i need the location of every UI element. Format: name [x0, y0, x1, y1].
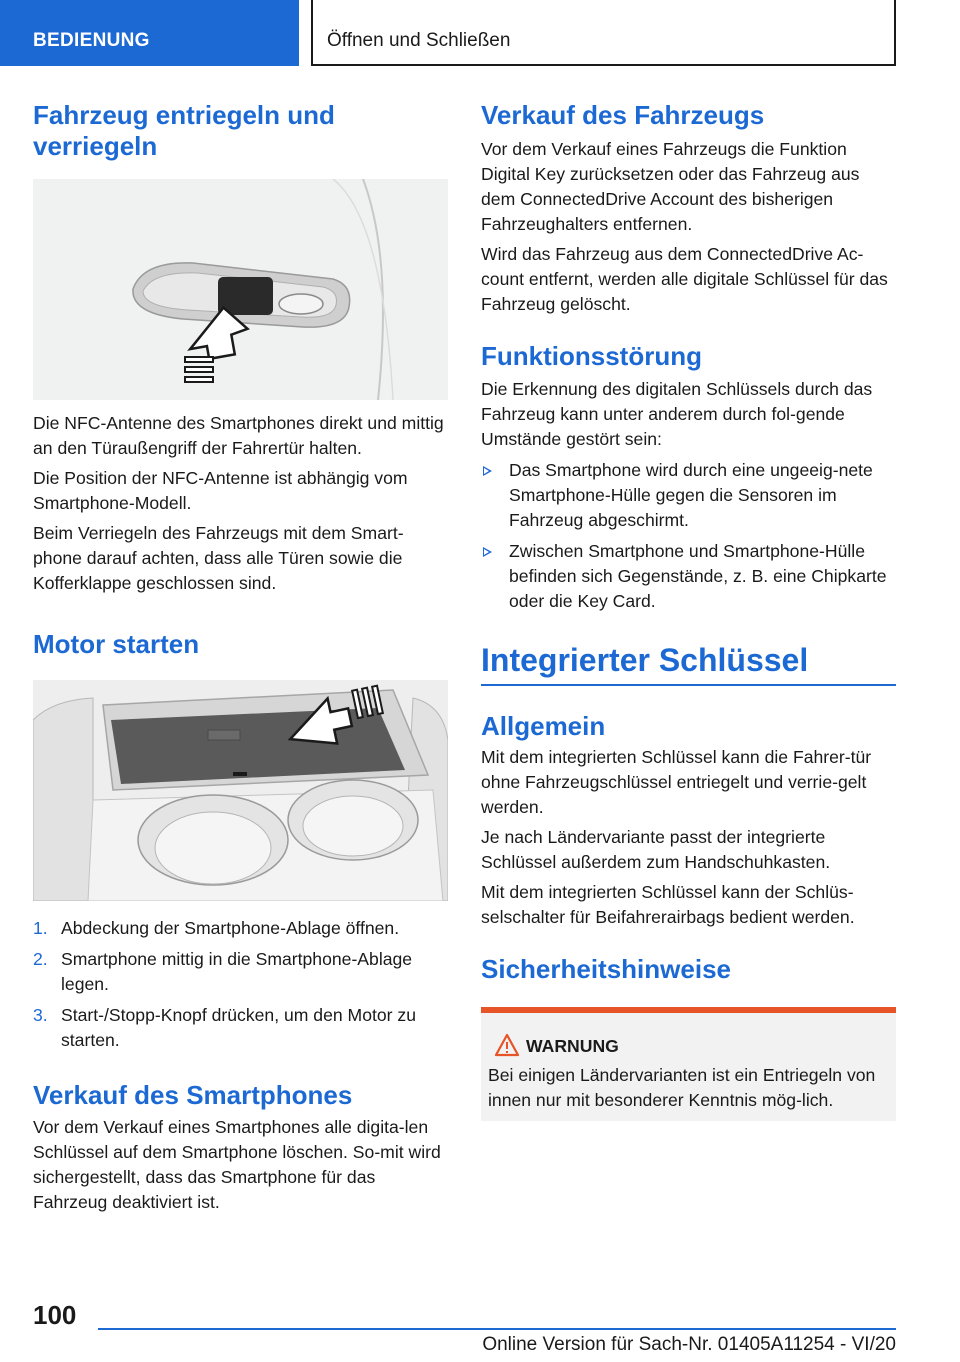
- paragraph-allgemein-2: Je nach Ländervariante passt der integrierte Schlüssel außerdem zum Handschuhkasten.: [481, 827, 831, 872]
- bullet-item: [481, 539, 896, 614]
- step-number: 1.: [33, 918, 48, 938]
- heading-motor-starten: Motor starten: [33, 629, 200, 659]
- warning-box: [481, 1007, 896, 1121]
- step-text: Smartphone mittig in die Smartphone-Ablage legen.: [61, 949, 413, 994]
- smartphone-tray-image: [33, 680, 448, 901]
- header-section-tab: [0, 0, 299, 66]
- right-column: [481, 100, 896, 1121]
- footer-version-text: Online Version für Sach-Nr. 01405A11254 - VI/20: [482, 1334, 896, 1355]
- door-handle-illustration: [33, 179, 448, 400]
- heading-allgemein: Allgemein: [481, 711, 606, 741]
- heading-entriegeln: Fahrzeug entriegeln und verriegeln: [33, 100, 335, 161]
- heading-verkauf-smartphone: Verkauf des Smartphones: [33, 1080, 353, 1110]
- left-column: [33, 100, 448, 1215]
- bullet-text: Zwischen Smartphone und Smartphone-Hülle befinden sich Gegenstände, z. B. eine Chipkarte oder die Key Card.: [509, 541, 887, 611]
- footer-rule: [98, 1328, 896, 1330]
- heading-verkauf-fahrzeug: Verkauf des Fahrzeugs: [481, 100, 765, 130]
- paragraph-allgemein-1: Mit dem integrierten Schlüssel kann die Fahrer-tür ohne Fahrzeugschlüssel entriegelt und verrie-gelt werden.: [481, 747, 872, 817]
- triangle-bullet-icon: [483, 466, 492, 476]
- heading-funktionsstoerung: Funktionsstörung: [481, 341, 702, 371]
- triangle-bullet-icon: [483, 547, 492, 557]
- heading-rule: [481, 684, 896, 686]
- paragraph-verkauf-smartphone: Vor dem Verkauf eines Smartphones alle digita-len Schlüssel auf dem Smartphone löschen. So-mit wird sichergestellt, dass das Smartphone für das Fahrzeug deaktiviert ist.: [33, 1117, 441, 1212]
- page-number: 100: [33, 1300, 77, 1330]
- heading-sicherheitshinweise: Sicherheitshinweise: [481, 954, 731, 984]
- paragraph-verkauf-fahrzeug-1: Vor dem Verkauf eines Fahrzeugs die Funktion Digital Key zurücksetzen oder das Fahrzeug aus dem ConnectedDrive Account des bisherigen Fahrzeughalters entfernen.: [481, 139, 860, 234]
- paragraph-verriegeln-hinweis: Beim Verriegeln des Fahrzeugs mit dem Smart-phone darauf achten, dass alle Türen sowie die Kofferklappe geschlossen sind.: [33, 523, 404, 593]
- paragraph-funktionsstoerung: Die Erkennung des digitalen Schlüssels durch das Fahrzeug kann unter anderem durch fol-gende Umstände gestört sein:: [481, 379, 873, 449]
- door-handle-image: [33, 179, 448, 400]
- paragraph-nfc-position: Die Position der NFC-Antenne ist abhängig vom Smartphone-Modell.: [33, 468, 408, 513]
- bullet-text: Das Smartphone wird durch eine ungeeig-nete Smartphone-Hülle gegen die Sensoren im Fahrzeug abgeschirmt.: [509, 460, 873, 530]
- paragraph-nfc-antenne: Die NFC-Antenne des Smartphones direkt und mittig an den Türaußengriff der Fahrertür halten.: [33, 413, 444, 458]
- header-chapter-label: Öffnen und Schließen: [327, 30, 511, 51]
- step-number: 3.: [33, 1005, 48, 1025]
- paragraph-allgemein-3: Mit dem integrierten Schlüssel kann der Schlüs-selschalter für Beifahrerairbags bedient werden.: [481, 882, 855, 927]
- bullet-list-stoerung: [481, 458, 896, 614]
- warning-triangle-icon: [494, 1033, 520, 1057]
- header-chapter-box: [311, 0, 896, 66]
- step-item: [33, 947, 448, 997]
- step-item: [33, 1003, 448, 1053]
- smartphone-tray-illustration: [33, 680, 448, 901]
- warning-label: WARNUNG: [526, 1036, 619, 1056]
- step-text: Start-/Stopp-Knopf drücken, um den Motor zu starten.: [61, 1005, 416, 1050]
- step-text: Abdeckung der Smartphone-Ablage öffnen.: [61, 918, 400, 938]
- paragraph-verkauf-fahrzeug-2: Wird das Fahrzeug aus dem ConnectedDrive Ac-count entfernt, werden alle digitale Schlüssel für das Fahrzeug gelöscht.: [481, 244, 888, 314]
- warning-header: [488, 1033, 889, 1059]
- warning-text: Bei einigen Ländervarianten ist ein Entriegeln von innen nur mit besonderer Kenntnis mög-lich.: [488, 1065, 876, 1110]
- steps-motor-starten: [33, 916, 448, 1053]
- header-section-label: BEDIENUNG: [33, 30, 150, 51]
- step-number: 2.: [33, 949, 48, 969]
- heading-integrierter-schluessel: Integrierter Schlüssel: [481, 642, 809, 678]
- step-item: [33, 916, 448, 941]
- bullet-item: [481, 458, 896, 533]
